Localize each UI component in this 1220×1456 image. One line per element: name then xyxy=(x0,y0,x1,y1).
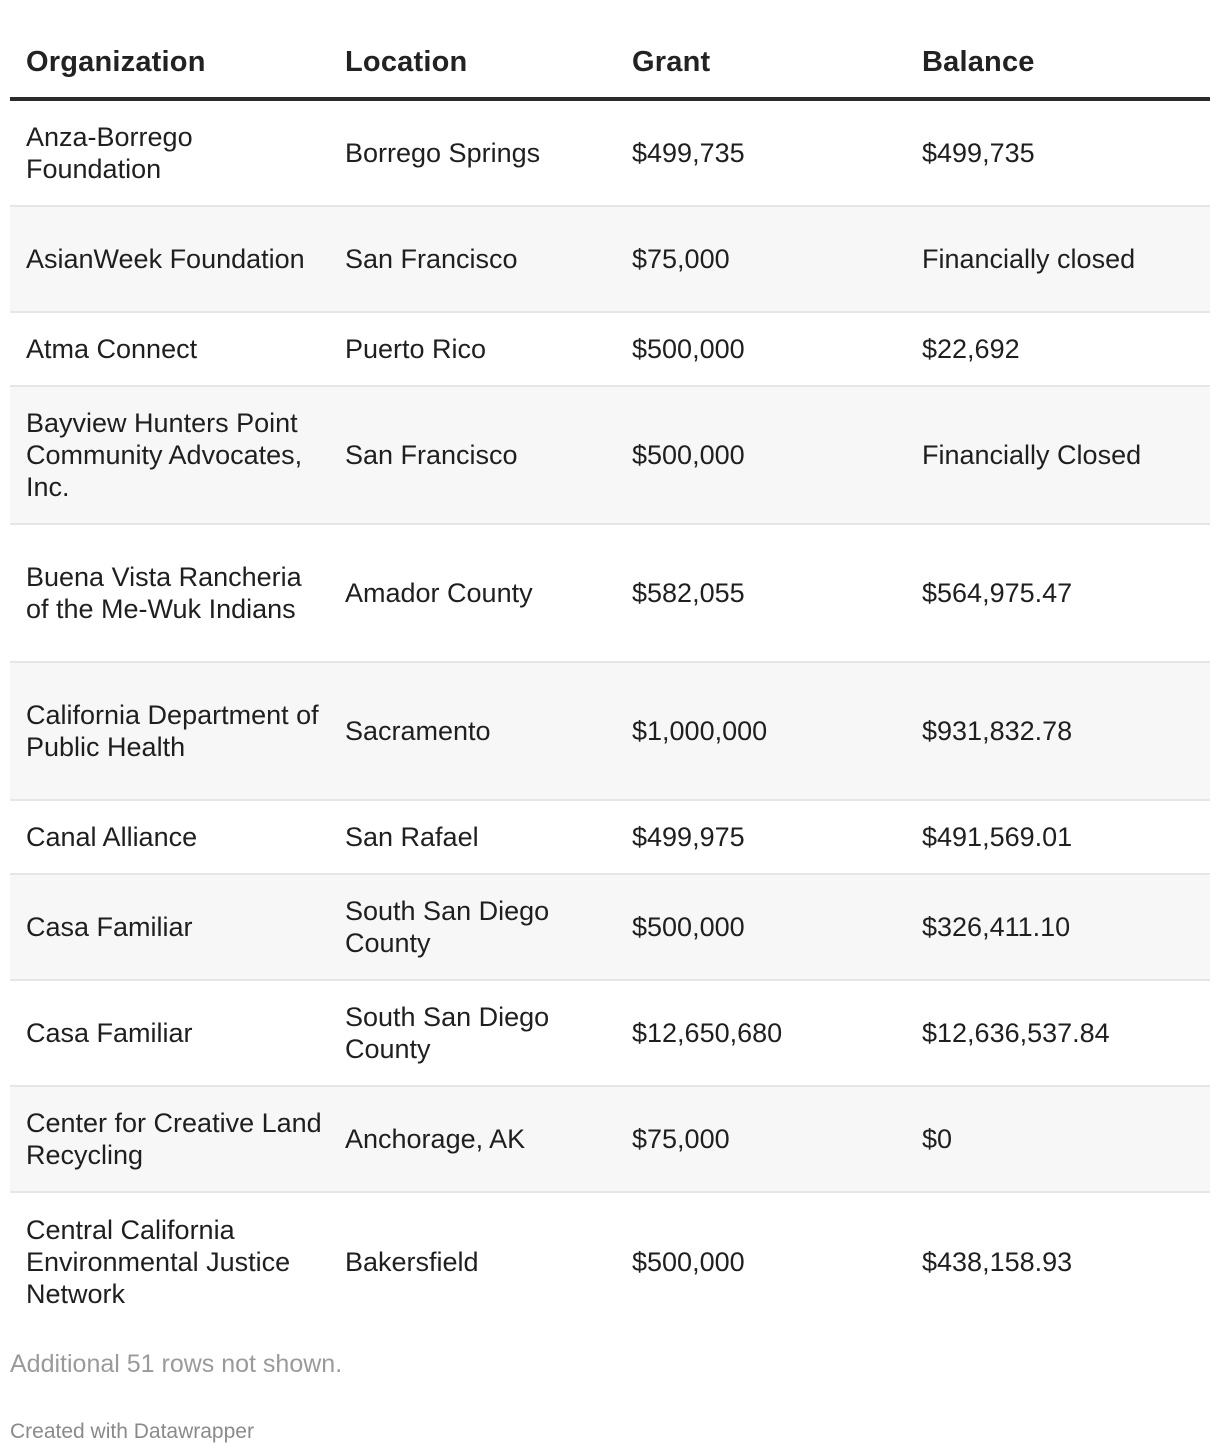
cell-balance: $12,636,537.84 xyxy=(922,1018,1110,1048)
header-organization[interactable]: Organization xyxy=(26,46,206,78)
cell-organization: AsianWeek Foundation xyxy=(26,244,305,274)
cell-location: San Rafael xyxy=(345,822,479,852)
cell-location: South San Diego County xyxy=(345,1002,550,1064)
cell-grant: $1,000,000 xyxy=(632,716,768,746)
cell-organization: Canal Alliance xyxy=(26,822,198,852)
cell-balance: $0 xyxy=(922,1124,953,1154)
cell-organization: Central California Environmental Justice Network xyxy=(26,1215,291,1309)
table-row xyxy=(10,981,1210,1087)
cell-balance: $931,832.78 xyxy=(922,716,1073,746)
cell-balance: $22,692 xyxy=(922,334,1020,364)
datawrapper-credit[interactable]: Created with Datawrapper xyxy=(10,1420,254,1443)
table-row xyxy=(10,313,1210,387)
cell-location: Bakersfield xyxy=(345,1247,479,1277)
cell-location: Sacramento xyxy=(345,716,491,746)
header-grant[interactable]: Grant xyxy=(632,46,711,78)
header-balance[interactable]: Balance xyxy=(922,46,1035,78)
cell-balance: $499,735 xyxy=(922,138,1035,168)
cell-grant: $499,975 xyxy=(632,822,745,852)
cell-location: Puerto Rico xyxy=(345,334,487,364)
cell-grant: $500,000 xyxy=(632,1247,745,1277)
table-row xyxy=(10,663,1210,801)
cell-organization: California Department of Public Health xyxy=(26,700,319,762)
cell-grant: $500,000 xyxy=(632,912,745,942)
cell-balance: $326,411.10 xyxy=(922,912,1071,942)
table-row xyxy=(10,1193,1210,1331)
cell-organization: Buena Vista Rancheria of the Me-Wuk Indians xyxy=(26,562,302,624)
table-row xyxy=(10,801,1210,875)
cell-grant: $500,000 xyxy=(632,334,745,364)
cell-balance: Financially closed xyxy=(922,244,1136,274)
grants-table xyxy=(10,0,1210,1331)
cell-location: Amador County xyxy=(345,578,533,608)
cell-grant: $582,055 xyxy=(632,578,745,608)
cell-grant: $500,000 xyxy=(632,440,745,470)
table-header xyxy=(10,0,1210,101)
cell-grant: $75,000 xyxy=(632,244,730,274)
cell-balance: Financially Closed xyxy=(922,440,1142,470)
cell-organization: Anza-Borrego Foundation xyxy=(26,122,193,184)
cell-balance: $491,569.01 xyxy=(922,822,1073,852)
cell-organization: Atma Connect xyxy=(26,334,198,364)
cell-location: San Francisco xyxy=(345,244,518,274)
rows-not-shown-note: Additional 51 rows not shown. xyxy=(10,1350,343,1378)
table-row xyxy=(10,101,1210,207)
table-row xyxy=(10,875,1210,981)
cell-grant: $12,650,680 xyxy=(632,1018,783,1048)
cell-organization: Center for Creative Land Recycling xyxy=(26,1108,322,1170)
cell-balance: $438,158.93 xyxy=(922,1247,1073,1277)
cell-grant: $75,000 xyxy=(632,1124,730,1154)
cell-location: South San Diego County xyxy=(345,896,550,958)
table-row xyxy=(10,387,1210,525)
cell-balance: $564,975.47 xyxy=(922,578,1073,608)
header-location[interactable]: Location xyxy=(345,46,468,78)
cell-location: Anchorage, AK xyxy=(345,1124,526,1154)
table-row xyxy=(10,525,1210,663)
cell-organization: Casa Familiar xyxy=(26,1018,193,1048)
table-row xyxy=(10,207,1210,313)
cell-grant: $499,735 xyxy=(632,138,745,168)
table-row xyxy=(10,1087,1210,1193)
cell-organization: Casa Familiar xyxy=(26,912,193,942)
cell-organization: Bayview Hunters Point Community Advocates, Inc. xyxy=(26,408,303,502)
cell-location: Borrego Springs xyxy=(345,138,541,168)
cell-location: San Francisco xyxy=(345,440,518,470)
